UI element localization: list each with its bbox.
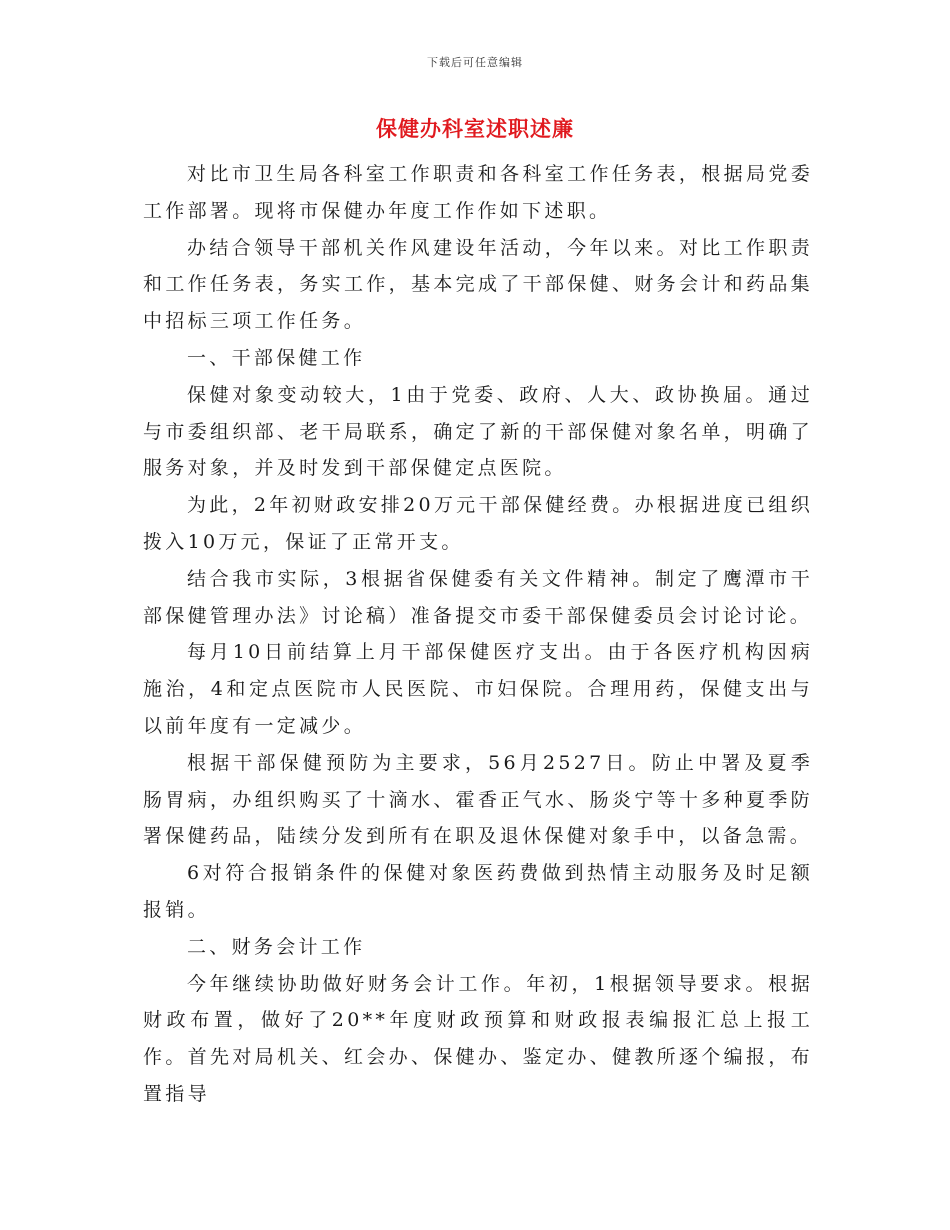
- section-heading-finance: 二、财务会计工作: [187, 935, 366, 958]
- document-title: 保健办科室述职述廉: [376, 116, 574, 141]
- paragraph-finance-1: 今年继续协助做好财务会计工作。年初，1根据领导要求。根据财政布置，做好了20**年度财政预算和财政报表编报汇总上报工作。首先对局机关、红会办、保健办、鉴定办、健教所逐个编报，布置指导: [143, 972, 813, 1105]
- header-note: 下载后可任意编辑: [427, 56, 523, 69]
- paragraph-item-3: 结合我市实际，3根据省保健委有关文件精神。制定了鹰潭市干部保健管理办法》讨论稿）准备提交市委干部保健委员会讨论讨论。: [143, 567, 813, 627]
- paragraph-item-2: 为此，2年初财政安排20万元干部保健经费。办根据进度已组织拨入10万元，保证了正常开支。: [143, 494, 813, 553]
- document-body: [143, 156, 813, 1113]
- paragraph-item-6: 6对符合报销条件的保健对象医药费做到热情主动服务及时足额报销。: [143, 862, 813, 921]
- paragraph-summary: 办结合领导干部机关作风建设年活动，今年以来。对比工作职责和工作任务表，务实工作，基本完成了干部保健、财务会计和药品集中招标三项工作任务。: [143, 236, 813, 333]
- paragraph-item-5: 根据干部保健预防为主要求，56月2527日。防止中署及夏季肠胃病，办组织购买了十滴水、霍香正气水、肠炎宁等十多种夏季防署保健药品，陆续分发到所有在职及退休保健对象手中，以备急需。: [143, 751, 813, 848]
- section-heading-cadre-health: 一、干部保健工作: [187, 346, 366, 369]
- paragraph-item-4: 每月10日前结算上月干部保健医疗支出。由于各医疗机构因病施治，4和定点医院市人民医院、市妇保院。合理用药，保健支出与以前年度有一定减少。: [143, 641, 813, 737]
- paragraph-item-1: 保健对象变动较大，1由于党委、政府、人大、政协换届。通过与市委组织部、老干局联系，确定了新的干部保健对象名单，明确了服务对象，并及时发到干部保健定点医院。: [143, 383, 813, 480]
- paragraph-intro: 对比市卫生局各科室工作职责和各科室工作任务表，根据局党委工作部署。现将市保健办年度工作作如下述职。: [143, 163, 813, 222]
